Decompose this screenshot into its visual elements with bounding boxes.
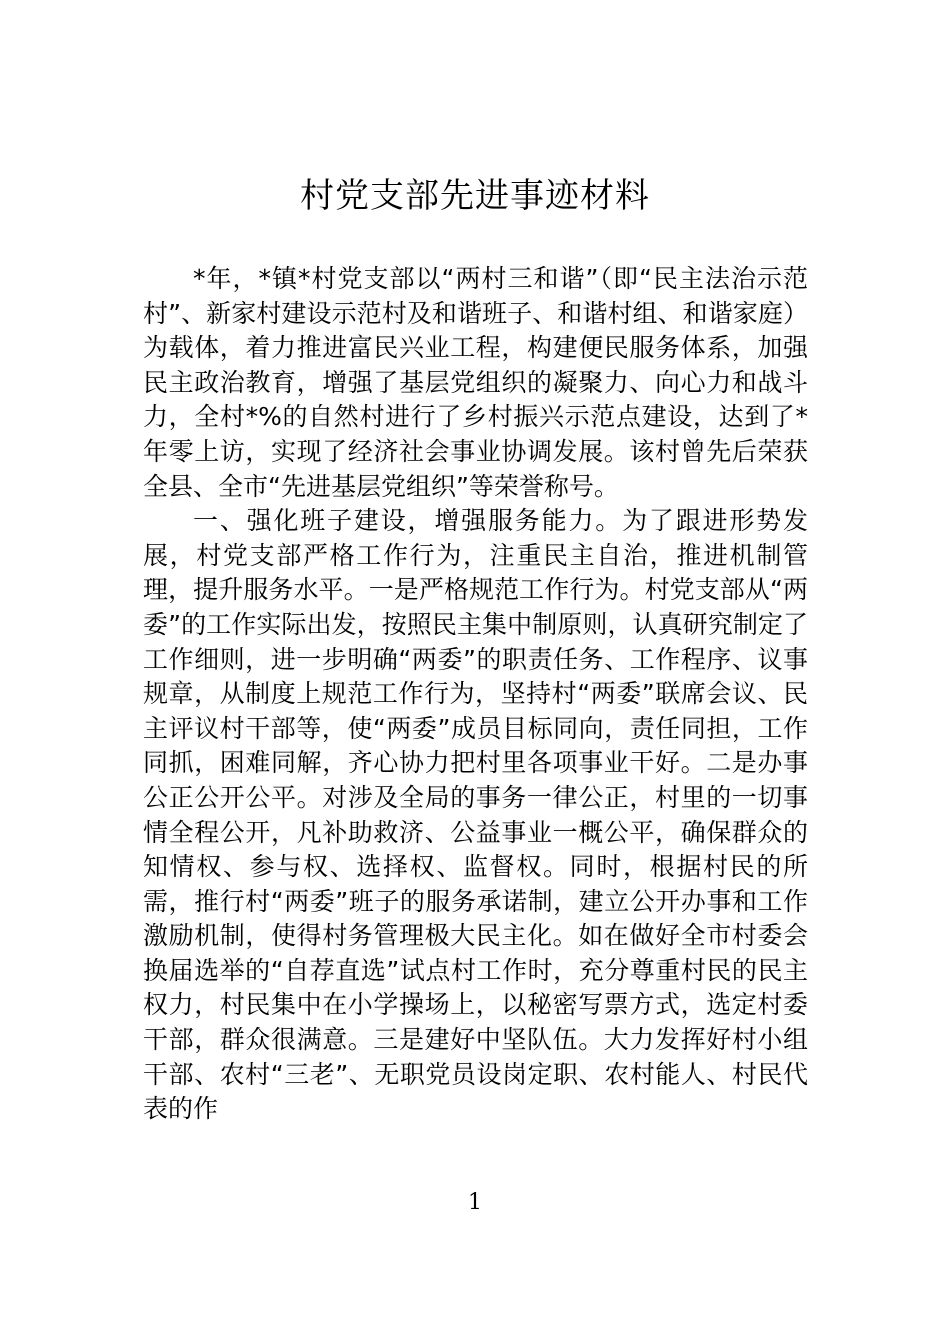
page-number: 1	[468, 1190, 482, 1215]
paragraph-intro: *年，*镇*村党支部以“两村三和谐”（即“民主法治示范村”、新家村建设示范村及和谐班子、和谐村组、和谐家庭）为载体，着力推进富民兴业工程，构建便民服务体系，加强民主政治教育，增强了基层党组织的凝聚力、向心力和战斗力，全村*%的自然村进行了乡村振兴示范点建设，达到了*年零上访，实现了经济社会事业协调发展。该村曾先后荣获全县、全市“先进基层党组织”等荣誉称号。	[143, 264, 808, 501]
paragraph-section-one: 一、强化班子建设，增强服务能力。为了跟进形势发展，村党支部严格工作行为，注重民主自治，推进机制管理，提升服务水平。一是严格规范工作行为。村党支部从“两委”的工作实际出发，按照民主集中制原则，认真研究制定了工作细则，进一步明确“两委”的职责任务、工作程序、议事规章，从制度上规范工作行为，坚持村“两委”联席会议、民主评议村干部等，使“两委”成员目标同向，责任同担，工作同抓，困难同解，齐心协力把村里各项事业干好。二是办事公正公开公平。对涉及全局的事务一律公正，村里的一切事情全程公开，凡补助救济、公益事业一概公平，确保群众的知情权、参与权、选择权、监督权。同时，根据村民的所需，推行村“两委”班子的服务承诺制，建立公开办事和工作激励机制，使得村务管理极大民主化。如在做好全市村委会换届选举的“自荐直选”试点村工作时，充分尊重村民的民主权力，村民集中在小学操场上，以秘密写票方式，选定村委干部，群众很满意。三是建好中坚队伍。大力发挥好村小组干部、农村“三老”、无职党员设岗定职、农村能人、村民代表的作	[143, 506, 808, 1124]
document-title: 村党支部先进事迹材料	[300, 176, 650, 216]
document-body	[143, 262, 808, 1127]
